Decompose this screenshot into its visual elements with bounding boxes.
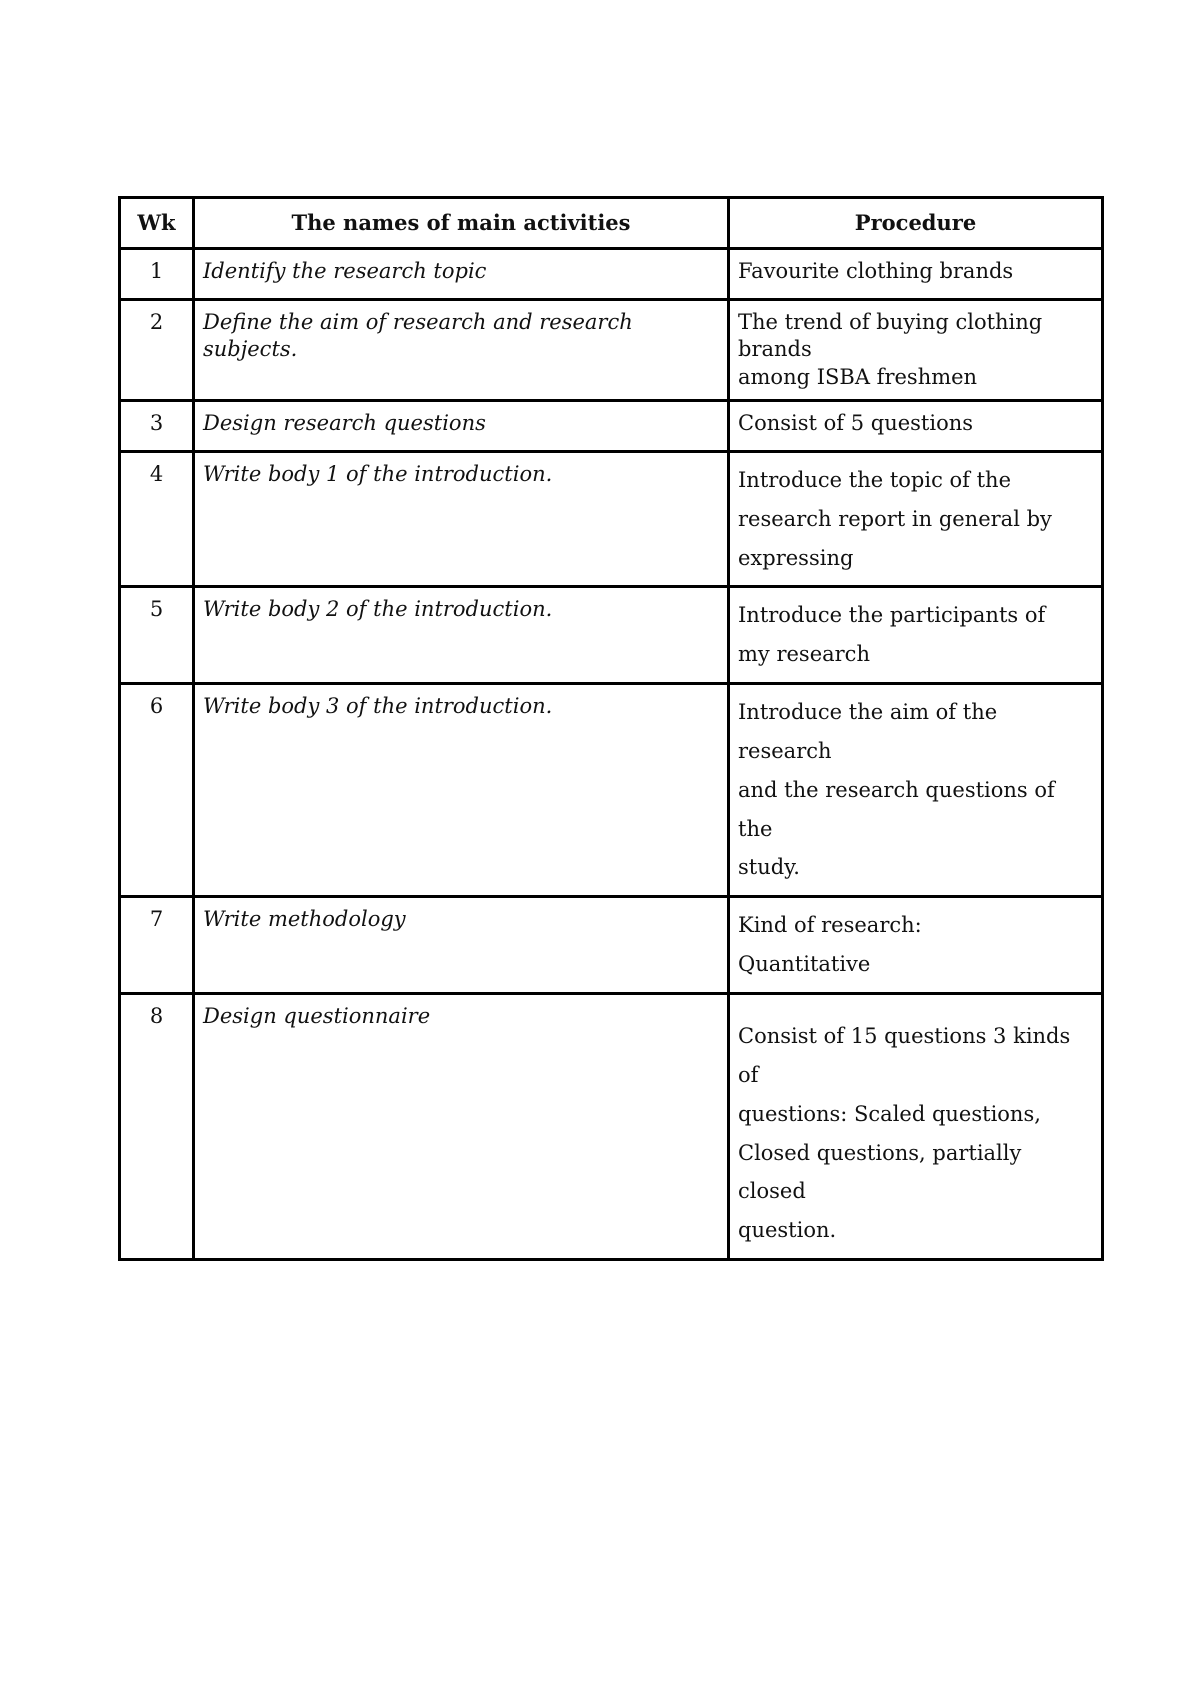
header-week: Wk — [120, 198, 194, 249]
table-row — [120, 897, 1103, 994]
table-row — [120, 684, 1103, 897]
activity-cell: Write body 2 of the introduction. — [194, 587, 729, 684]
week-cell: 1 — [120, 249, 194, 300]
table-row — [120, 249, 1103, 300]
activity-cell: Identify the research topic — [194, 249, 729, 300]
week-cell: 5 — [120, 587, 194, 684]
activity-cell: Write methodology — [194, 897, 729, 994]
procedure-cell: Favourite clothing brands — [729, 249, 1103, 300]
header-procedure: Procedure — [729, 198, 1103, 249]
week-cell: 6 — [120, 684, 194, 897]
activity-cell: Define the aim of research and research subjects. — [194, 300, 729, 401]
week-cell: 2 — [120, 300, 194, 401]
activity-cell: Design research questions — [194, 400, 729, 451]
table-row — [120, 451, 1103, 587]
week-cell: 3 — [120, 400, 194, 451]
week-cell: 8 — [120, 994, 194, 1260]
table-row — [120, 400, 1103, 451]
table-row — [120, 300, 1103, 401]
activity-cell: Write body 3 of the introduction. — [194, 684, 729, 897]
procedure-cell: Consist of 5 questions — [729, 400, 1103, 451]
activity-cell: Design questionnaire — [194, 994, 729, 1260]
table-header-row — [120, 198, 1103, 249]
procedure-cell: Introduce the topic of the research report in general by expressing — [729, 451, 1103, 587]
activity-cell: Write body 1 of the introduction. — [194, 451, 729, 587]
header-activity: The names of main activities — [194, 198, 729, 249]
procedure-cell: Kind of research: Quantitative — [729, 897, 1103, 994]
week-cell: 7 — [120, 897, 194, 994]
procedure-cell: The trend of buying clothing brands among ISBA freshmen — [729, 300, 1103, 401]
table-row — [120, 587, 1103, 684]
week-cell: 4 — [120, 451, 194, 587]
procedure-cell: Consist of 15 questions 3 kinds of questions: Scaled questions, Closed questions, partially closed question. — [729, 994, 1103, 1260]
procedure-cell: Introduce the aim of the research and the research questions of the study. — [729, 684, 1103, 897]
procedure-cell: Introduce the participants of my research — [729, 587, 1103, 684]
table-row — [120, 994, 1103, 1260]
activity-plan-table — [118, 196, 1104, 1261]
